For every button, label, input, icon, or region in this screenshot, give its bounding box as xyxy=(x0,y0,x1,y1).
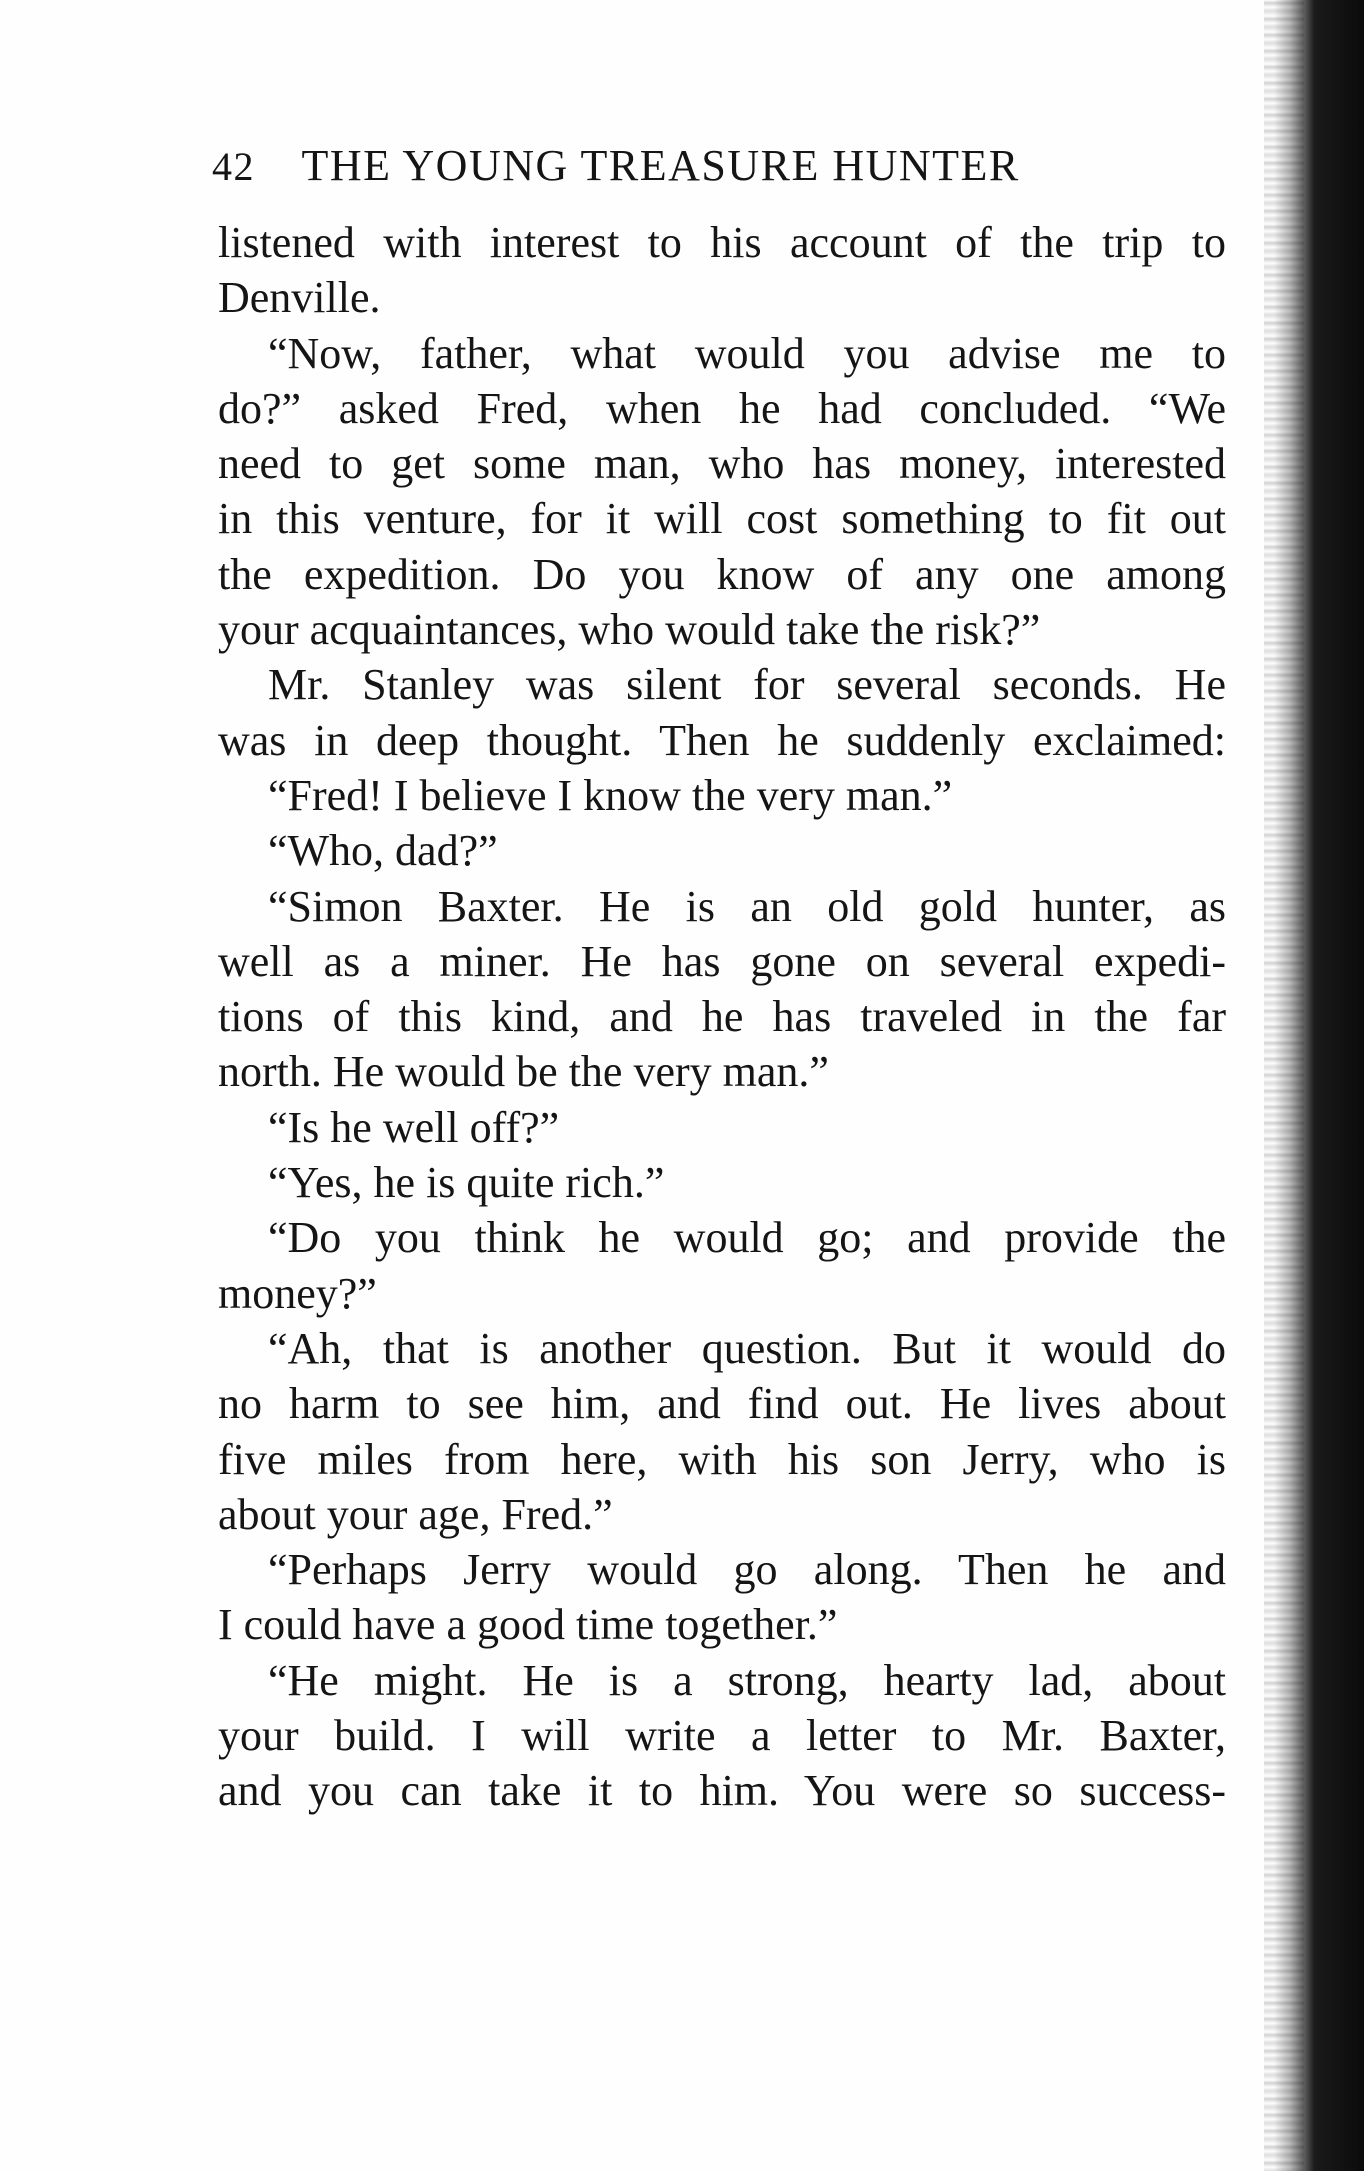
running-head xyxy=(212,140,1132,200)
text-line: listened with interest to his account of the trip to xyxy=(218,218,1226,267)
binding-speckle xyxy=(1264,0,1304,2171)
text-line: well as a miner. He has gone on several expedi- xyxy=(218,936,1226,986)
text-line: need to get some man, who has money, interested xyxy=(218,439,1226,489)
text-line: tions of this kind, and he has traveled in the far xyxy=(218,992,1226,1042)
text-line: was in deep thought. Then he suddenly exclaimed: xyxy=(218,715,1226,765)
text-line: your acquaintances, who would take the risk?” xyxy=(218,605,1041,655)
text-line: money?” xyxy=(218,1268,377,1318)
text-line: in this venture, for it will cost something to fit out xyxy=(218,494,1226,544)
text-line: do?” asked Fred, when he had concluded. “We xyxy=(218,383,1226,433)
text-line: “Who, dad?” xyxy=(268,826,498,876)
text-line: north. He would be the very man.” xyxy=(218,1047,829,1097)
text-line: the expedition. Do you know of any one among xyxy=(218,549,1226,599)
page-number: 42 xyxy=(212,144,255,189)
text-line: Denville. xyxy=(218,273,381,323)
text-line: “Perhaps Jerry would go along. Then he and xyxy=(268,1545,1226,1595)
text-line: “Simon Baxter. He is an old gold hunter, as xyxy=(268,881,1226,931)
text-line: Mr. Stanley was silent for several seconds. He xyxy=(268,660,1226,710)
text-line: your build. I will write a letter to Mr. Baxter, xyxy=(218,1711,1226,1761)
text-line: about your age, Fred.” xyxy=(218,1489,613,1539)
text-line: “Ah, that is another question. But it would do xyxy=(268,1323,1226,1373)
text-line: “Is he well off?” xyxy=(268,1102,560,1152)
text-line: “Do you think he would go; and provide the xyxy=(268,1213,1226,1263)
text-line: no harm to see him, and find out. He lives about xyxy=(218,1379,1226,1429)
text-line: “Fred! I believe I know the very man.” xyxy=(268,770,953,820)
text-line: “He might. He is a strong, hearty lad, about xyxy=(268,1655,1226,1705)
text-line: five miles from here, with his son Jerry, who is xyxy=(218,1434,1226,1484)
body-text xyxy=(218,215,1226,1819)
text-line: and you can take it to him. You were so success- xyxy=(218,1766,1226,1816)
text-line: I could have a good time together.” xyxy=(218,1600,838,1650)
book-title: THE YOUNG TREASURE HUNTER xyxy=(301,141,1020,190)
text-line: “Yes, he is quite rich.” xyxy=(268,1158,665,1208)
text-line: “Now, father, what would you advise me to xyxy=(268,328,1226,378)
